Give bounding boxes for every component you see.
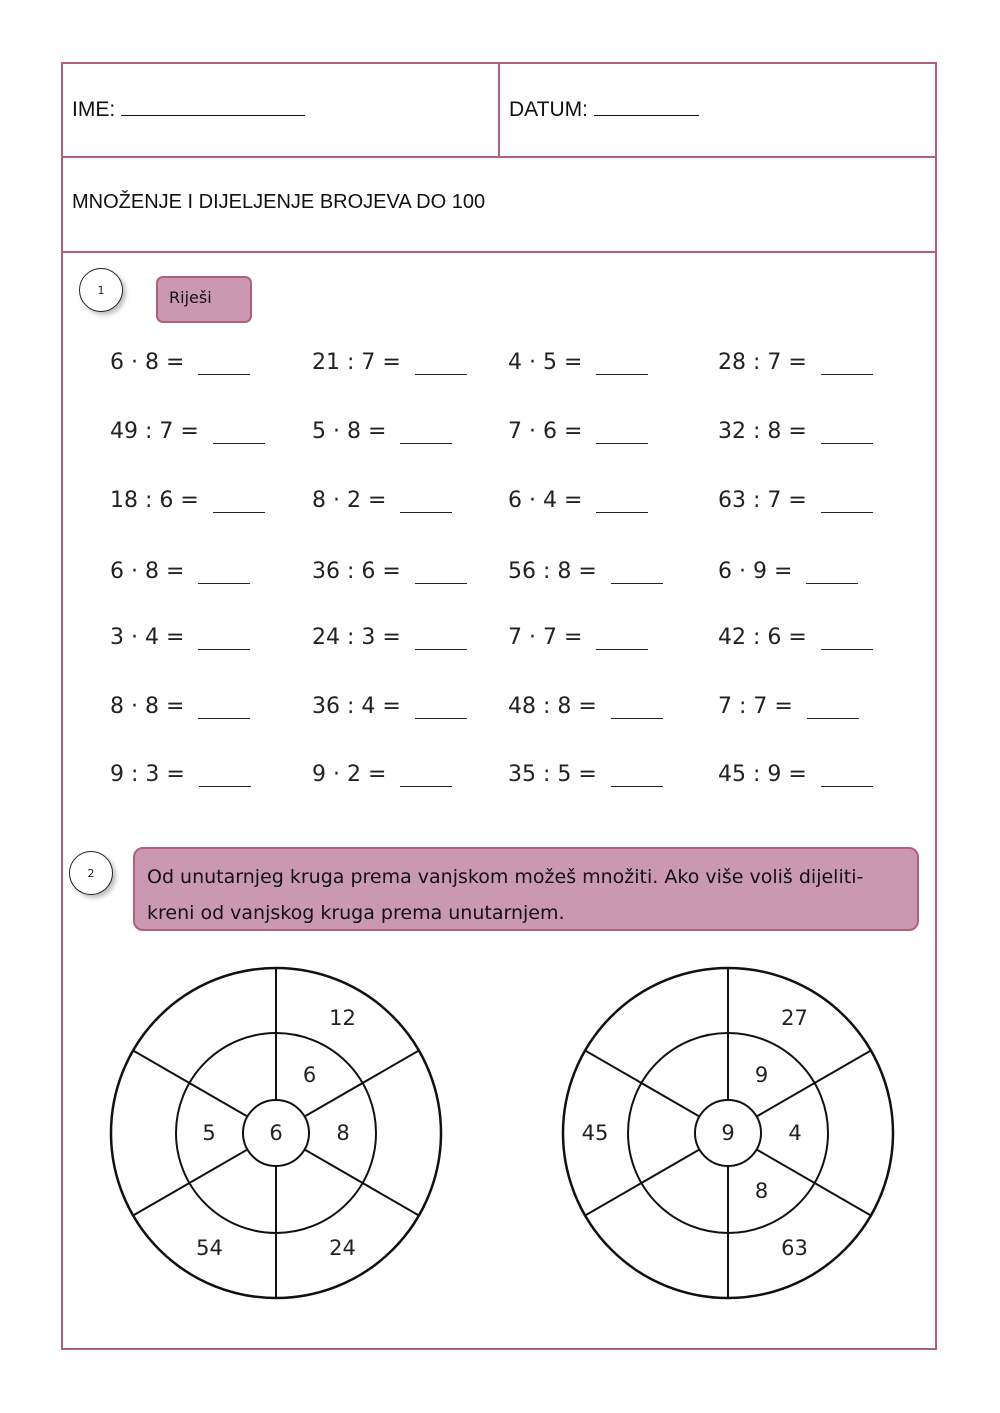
math-problem [718, 419, 873, 444]
math-problem [508, 559, 663, 584]
center-number: 9 [721, 1121, 735, 1145]
middle-number: 4 [788, 1121, 802, 1145]
answer-blank[interactable] [198, 565, 250, 584]
segment-divider [305, 1150, 419, 1216]
problem-expression: 3 · 4 = [110, 625, 185, 650]
problem-expression: 9 : 3 = [110, 762, 185, 787]
outer-number: 54 [196, 1236, 223, 1261]
outer-number: 63 [781, 1236, 808, 1261]
math-problem [110, 625, 250, 650]
segment-divider [302, 1051, 419, 1117]
problem-expression: 7 · 6 = [508, 419, 583, 444]
math-problem [110, 350, 250, 375]
problem-expression: 8 · 2 = [312, 488, 387, 513]
answer-blank[interactable] [199, 768, 251, 787]
center-number: 6 [269, 1121, 283, 1145]
math-problem [110, 694, 250, 719]
problem-expression: 36 : 6 = [312, 559, 401, 584]
math-problem [718, 762, 873, 787]
date-blank[interactable] [594, 97, 699, 116]
problem-expression: 45 : 9 = [718, 762, 807, 787]
math-problem [110, 488, 265, 513]
math-problem [508, 762, 663, 787]
math-problem [312, 419, 452, 444]
worksheet-title: MNOŽENJE I DIJELJENJE BROJEVA DO 100 [72, 191, 486, 213]
outer-number: 27 [781, 1005, 808, 1030]
answer-blank[interactable] [415, 700, 467, 719]
math-problem [312, 350, 467, 375]
problem-expression: 9 · 2 = [312, 762, 387, 787]
date-field [509, 97, 699, 122]
problem-expression: 48 : 8 = [508, 694, 597, 719]
math-problem [312, 488, 452, 513]
math-problem [508, 694, 663, 719]
answer-blank[interactable] [198, 631, 250, 650]
answer-blank[interactable] [400, 494, 452, 513]
multiplication-wheel-1 [108, 965, 444, 1305]
answer-blank[interactable] [596, 631, 648, 650]
segment-divider [133, 1150, 247, 1216]
answer-blank[interactable] [821, 425, 873, 444]
answer-blank[interactable] [596, 356, 648, 375]
answer-blank[interactable] [415, 356, 467, 375]
answer-blank[interactable] [821, 631, 873, 650]
name-label: IME: [72, 98, 116, 121]
answer-blank[interactable] [400, 425, 452, 444]
math-problem [718, 694, 859, 719]
name-field [72, 97, 305, 122]
middle-number: 6 [302, 1062, 317, 1087]
middle-number: 8 [754, 1179, 769, 1204]
answer-blank[interactable] [611, 565, 663, 584]
problem-expression: 6 · 8 = [110, 559, 185, 584]
answer-blank[interactable] [415, 565, 467, 584]
problem-expression: 63 : 7 = [718, 488, 807, 513]
answer-blank[interactable] [596, 494, 648, 513]
problem-expression: 21 : 7 = [312, 350, 401, 375]
problem-expression: 6 · 8 = [110, 350, 185, 375]
problem-expression: 4 · 5 = [508, 350, 583, 375]
segment-divider [754, 1051, 871, 1117]
answer-blank[interactable] [400, 768, 452, 787]
math-problem [508, 350, 648, 375]
segment-divider [585, 1051, 699, 1117]
header-column-divider [498, 62, 500, 157]
math-problem [718, 350, 873, 375]
problem-expression: 28 : 7 = [718, 350, 807, 375]
multiplication-wheel-2 [560, 965, 896, 1305]
math-problem [718, 488, 873, 513]
problem-expression: 32 : 8 = [718, 419, 807, 444]
task-number-2: 2 [69, 851, 113, 895]
math-problem [110, 762, 251, 787]
answer-blank[interactable] [611, 700, 663, 719]
problem-expression: 56 : 8 = [508, 559, 597, 584]
problem-expression: 24 : 3 = [312, 625, 401, 650]
answer-blank[interactable] [415, 631, 467, 650]
answer-blank[interactable] [806, 565, 858, 584]
math-problem [508, 488, 648, 513]
answer-blank[interactable] [213, 425, 265, 444]
segment-divider [754, 1150, 871, 1216]
answer-blank[interactable] [821, 494, 873, 513]
answer-blank[interactable] [807, 700, 859, 719]
math-problem [312, 559, 467, 584]
middle-number: 5 [202, 1121, 216, 1145]
problem-expression: 42 : 6 = [718, 625, 807, 650]
instruction-box: Od unutarnjeg kruga prema vanjskom možeš množiti. Ako više voliš dijeliti- kreni od vanjskog kruga prema unutarnjem. [133, 847, 919, 931]
math-problem [110, 559, 250, 584]
middle-number: 8 [336, 1121, 350, 1145]
problem-expression: 35 : 5 = [508, 762, 597, 787]
problem-expression: 6 · 4 = [508, 488, 583, 513]
outer-number: 24 [329, 1236, 356, 1261]
middle-number: 9 [754, 1062, 769, 1087]
answer-blank[interactable] [611, 768, 663, 787]
math-problem [718, 625, 873, 650]
math-problem [718, 559, 858, 584]
problem-expression: 18 : 6 = [110, 488, 199, 513]
math-problem [110, 419, 265, 444]
date-label: DATUM: [509, 98, 588, 121]
outer-number: 12 [329, 1005, 356, 1030]
segment-divider [585, 1150, 699, 1216]
name-blank[interactable] [121, 97, 305, 116]
answer-blank[interactable] [821, 356, 873, 375]
problem-expression: 7 : 7 = [718, 694, 793, 719]
problem-expression: 5 · 8 = [312, 419, 387, 444]
problem-expression: 7 · 7 = [508, 625, 583, 650]
outer-number: 45 [581, 1121, 609, 1145]
title-divider [61, 251, 937, 253]
problem-expression: 36 : 4 = [312, 694, 401, 719]
problem-expression: 49 : 7 = [110, 419, 199, 444]
math-problem [508, 419, 648, 444]
answer-blank[interactable] [596, 425, 648, 444]
math-problem [312, 625, 467, 650]
answer-blank[interactable] [198, 700, 250, 719]
math-problem [312, 762, 452, 787]
task-number-1: 1 [79, 268, 123, 312]
answer-blank[interactable] [198, 356, 250, 375]
problem-expression: 8 · 8 = [110, 694, 185, 719]
answer-blank[interactable] [821, 768, 873, 787]
math-problem [508, 625, 648, 650]
segment-divider [133, 1051, 247, 1117]
math-problem [312, 694, 467, 719]
problem-expression: 6 · 9 = [718, 559, 793, 584]
task-label: Riješi [156, 276, 252, 323]
answer-blank[interactable] [213, 494, 265, 513]
